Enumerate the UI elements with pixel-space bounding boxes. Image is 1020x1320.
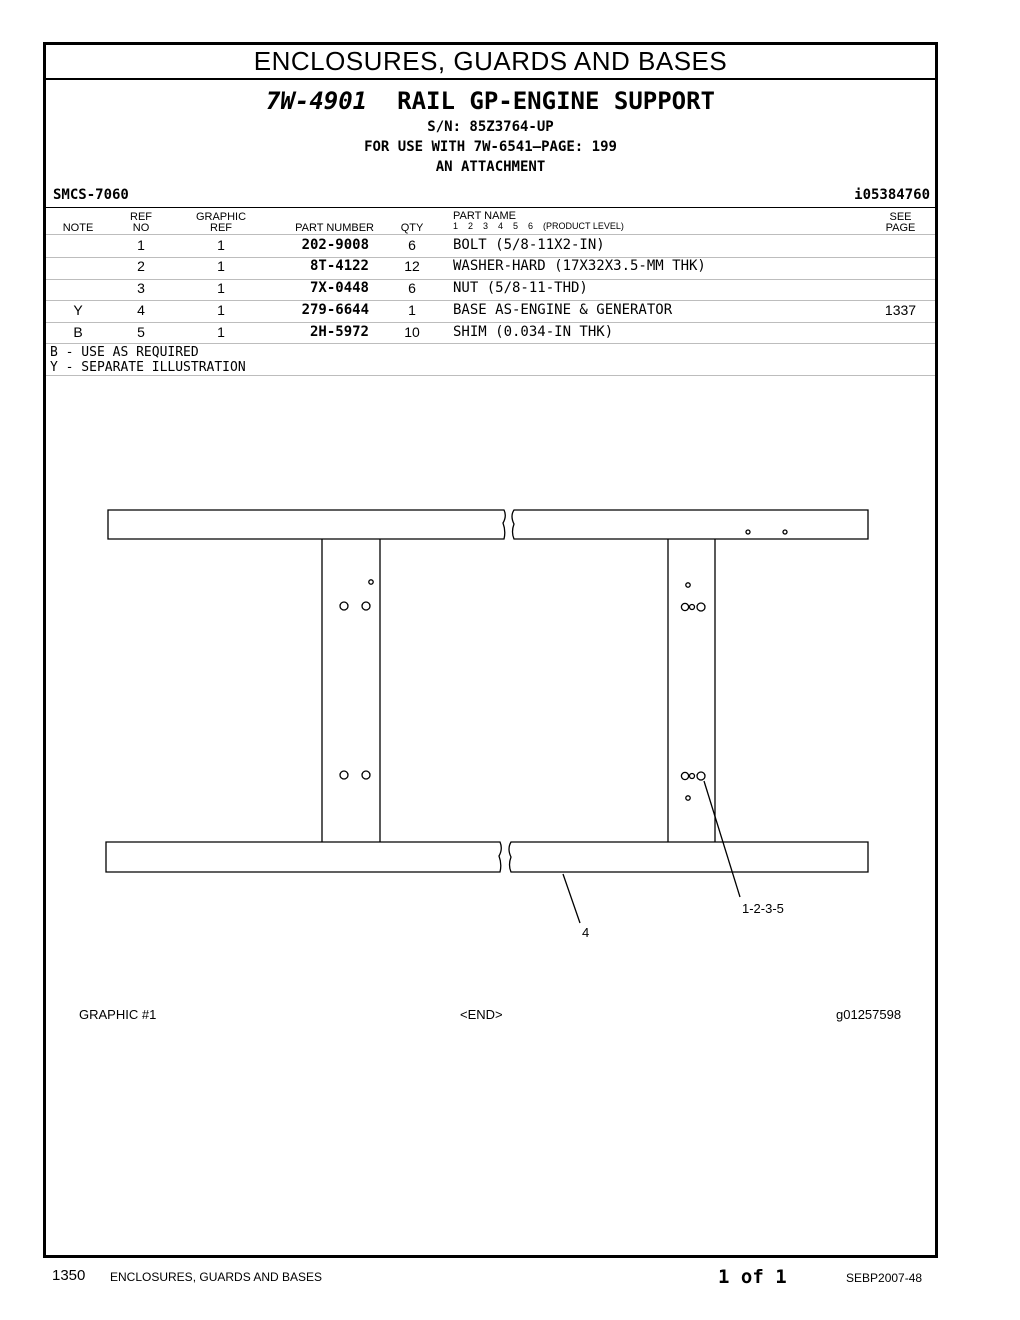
row-part-number: 2H-5972 — [309, 324, 369, 340]
smcs-code: SMCS-7060 — [53, 187, 129, 203]
note-y: Y - SEPARATE ILLUSTRATION — [50, 360, 246, 375]
footer-page-number: 1350 — [52, 1267, 86, 1284]
row-ref: 3 — [137, 280, 145, 296]
row-part-number: 8T-4122 — [309, 258, 369, 274]
serial-range: S/N: 85Z3764-UP — [427, 119, 554, 135]
row-ref: 4 — [137, 302, 145, 318]
col-see-bottom: PAGE — [885, 222, 916, 234]
row-note: Y — [73, 302, 83, 318]
graphic-id: g01257598 — [836, 1007, 902, 1022]
row-part-name: WASHER-HARD (17X32X3.5-MM THK) — [453, 258, 706, 274]
row-qty: 6 — [408, 237, 416, 253]
row-part-name: BOLT (5/8-11X2-IN) — [453, 237, 605, 253]
use-with-note: FOR USE WITH 7W-6541—PAGE: 199 — [364, 139, 617, 155]
row-see-page: 1337 — [884, 302, 917, 318]
callout-bolts-label: 1-2-3-5 — [742, 901, 784, 916]
col-part-name: PART NAME — [453, 210, 516, 222]
bottom-rail-right — [509, 842, 868, 872]
footer-section-title: ENCLOSURES, GUARDS AND BASES — [110, 1270, 323, 1284]
row-part-name: BASE AS-ENGINE & GENERATOR — [453, 302, 673, 318]
illustration-id: i05384760 — [854, 187, 930, 203]
col-note: NOTE — [62, 222, 94, 234]
top-rail-right — [512, 510, 868, 539]
col-product-level: 1 2 3 4 5 6 (PRODUCT LEVEL) — [453, 221, 624, 231]
section-title: ENCLOSURES, GUARDS AND BASES — [46, 45, 935, 80]
end-marker: <END> — [460, 1007, 503, 1022]
row-graphic: 1 — [217, 280, 225, 296]
row-ref: 2 — [137, 258, 145, 274]
row-ref: 5 — [137, 324, 145, 340]
assembly-part-number: 7W-4901 — [265, 87, 368, 115]
row-graphic: 1 — [217, 324, 225, 340]
col-part-number: PART NUMBER — [295, 222, 374, 234]
row-graphic: 1 — [217, 258, 225, 274]
col-qty: QTY — [400, 222, 424, 234]
attachment-note: AN ATTACHMENT — [435, 159, 546, 175]
parts-page-frame — [43, 42, 938, 1258]
row-ref: 1 — [137, 237, 145, 253]
leader-base — [563, 874, 580, 923]
callout-base-label: 4 — [582, 925, 590, 940]
row-part-number: 279-6644 — [301, 302, 369, 318]
row-part-name: NUT (5/8-11-THD) — [453, 280, 588, 296]
right-cross-member — [668, 539, 715, 842]
note-b: B - USE AS REQUIRED — [50, 345, 199, 360]
top-rail-left — [108, 510, 505, 539]
base-rail-drawing — [46, 45, 935, 1255]
footer-document-id: SEBP2007-48 — [846, 1271, 923, 1285]
row-part-number: 7X-0448 — [309, 280, 369, 296]
col-graphic-bottom: REF — [210, 222, 232, 234]
row-qty: 12 — [404, 258, 420, 274]
col-ref-bottom: NO — [132, 222, 150, 234]
leader-bolts — [704, 781, 740, 897]
row-graphic: 1 — [217, 237, 225, 253]
row-qty: 10 — [404, 324, 420, 340]
row-qty: 6 — [408, 280, 416, 296]
col-ref-top: REF — [130, 211, 152, 223]
row-note: B — [73, 324, 83, 340]
col-graphic-top: GRAPHIC — [195, 211, 247, 223]
row-qty: 1 — [408, 302, 416, 318]
footer-page-count: 1 of 1 — [718, 1266, 787, 1288]
col-see-top: SEE — [889, 211, 912, 223]
row-part-name: SHIM (0.034-IN THK) — [453, 324, 614, 340]
bottom-rail-left — [106, 842, 501, 872]
graphic-number-label: GRAPHIC #1 — [79, 1007, 157, 1022]
row-part-number: 202-9008 — [301, 237, 369, 253]
assembly-part-name: RAIL GP-ENGINE SUPPORT — [397, 87, 716, 115]
row-graphic: 1 — [217, 302, 225, 318]
